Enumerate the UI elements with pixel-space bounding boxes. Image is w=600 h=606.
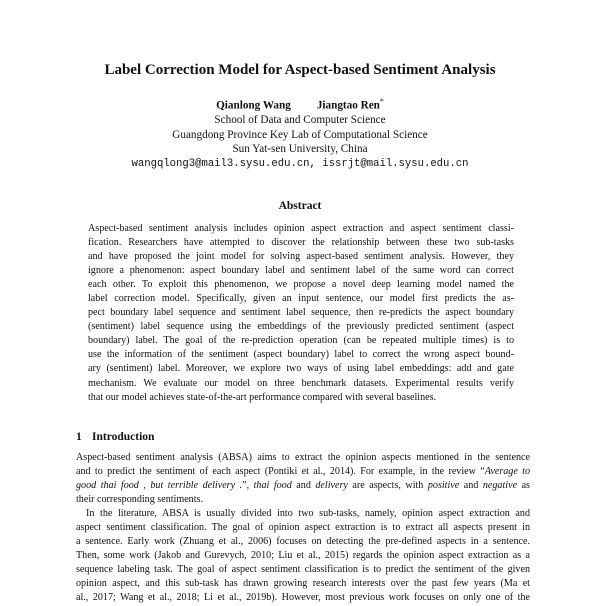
abstract-body [88, 222, 514, 405]
intro-text: and [459, 480, 483, 492]
corresponding-author-mark: * [379, 97, 384, 106]
intro-sentiment-term: negative [482, 480, 518, 492]
intro-sentiment-term: positive [427, 480, 460, 492]
abstract-heading: Abstract [278, 200, 322, 212]
abstract-line: fication. Researchers have attempted to discover the relationship between these two sub-tasks [88, 237, 514, 249]
intro-text: and to predict the sentiment of each aspect (Pontiki et al., 2014). For example, in the review “ [76, 466, 485, 478]
intro-line: Then, some work (Jakob and Gurevych, 2010; Liu et al., 2015) regards the opinion aspect extraction as a [76, 550, 530, 562]
intro-text: are aspects, with [347, 480, 428, 492]
intro-text: and [291, 480, 316, 492]
abstract-line: that our model achieves state-of-the-art performance compared with several baselines. [88, 391, 437, 403]
abstract-line: Aspect-based sentiment analysis includes opinion aspect extraction and aspect sentiment classi- [88, 223, 514, 234]
paper-title: Label Correction Model for Aspect-based Sentiment Analysis [104, 62, 496, 78]
intro-example: Average to [484, 466, 530, 478]
section-heading-introduction [76, 431, 154, 443]
affiliation-school: School of Data and Computer Science [214, 114, 386, 127]
abstract-line: boundary) label. The goal of the re-prediction operation (can be repeated multiple times) is to [88, 335, 514, 347]
abstract-line: pect boundary label sequence and sentiment label sequence, then re-predicts the aspect boundary [88, 307, 514, 319]
intro-aspect-term: thai food [253, 480, 292, 492]
affiliation-lab: Guangdong Province Key Lab of Computational Science [172, 128, 428, 141]
intro-line: their corresponding sentiments. [76, 494, 203, 506]
intro-text: ”, [242, 480, 254, 492]
abstract-line: and have proposed the joint model for solving aspect-based sentiment analysis. However, they [88, 251, 514, 263]
section-number: 1 [76, 431, 82, 443]
author-names [0, 95, 600, 113]
section-title: Introduction [92, 431, 155, 443]
abstract-line: ary (sentiment) label. Moreover, we explore two ways of using label embeddings: add and gate [88, 363, 514, 375]
abstract-line: (sentiment) label sequence using the embeddings of the previously predicted sentiment (aspect [88, 321, 514, 333]
abstract-line: ignore a phenomenon: aspect boundary label and sentiment label of the same word can correct [88, 265, 514, 277]
abstract-line: each other. To exploit this phenomenon, we propose a novel deep learning model named the [88, 279, 514, 291]
intro-line [76, 479, 530, 493]
intro-line: sequence labeling task. The goal of aspect sentiment classification is to predict the sentiment of the given [76, 564, 530, 576]
abstract-line: use the information of the sentiment (aspect boundary) label to correct the wrong aspect bound- [88, 349, 514, 361]
intro-text: as [517, 480, 530, 492]
intro-example: good thai food , but terrible delivery . [76, 480, 243, 492]
intro-line [76, 465, 530, 479]
author-block [0, 95, 600, 171]
intro-line: al., 2017; Wang et al., 2018; Li et al., 2019b). However, most previous work focuses on only one of the [76, 592, 530, 604]
intro-line: aspect sentiment classification. The goal of opinion aspect extraction is to extract all aspects present in [76, 522, 530, 534]
affiliation-university: Sun Yat-sen University, China [232, 143, 368, 156]
intro-line: In the literature, ABSA is usually divided into two sub-tasks, namely, opinion aspect extraction and [86, 508, 530, 520]
author-name-1: Qianlong Wang [216, 99, 291, 112]
intro-line: a sentence. Early work (Zhuang et al., 2006) focuses on detecting the pre-defined aspects in a sentence. [76, 536, 530, 548]
intro-line: Aspect-based sentiment analysis (ABSA) aims to extract the opinion aspects mentioned in the sentence [76, 452, 530, 463]
introduction-body [76, 451, 530, 606]
author-name-2: Jiangtao Ren [316, 99, 380, 112]
author-emails: wangqlong3@mail3.sysu.edu.cn, issrjt@mail.sysu.edu.cn [131, 157, 469, 170]
intro-aspect-term: delivery [315, 480, 348, 492]
abstract-line: mechanism. We evaluate our model on three benchmark datasets. Experimental results verify [88, 377, 514, 389]
intro-line: opinion aspect, and this sub-task has drawn growing research interests over the past few years (Ma et [76, 578, 530, 590]
abstract-line: label correction model. Specifically, given an input sentence, our model first predicts the as- [88, 293, 514, 305]
